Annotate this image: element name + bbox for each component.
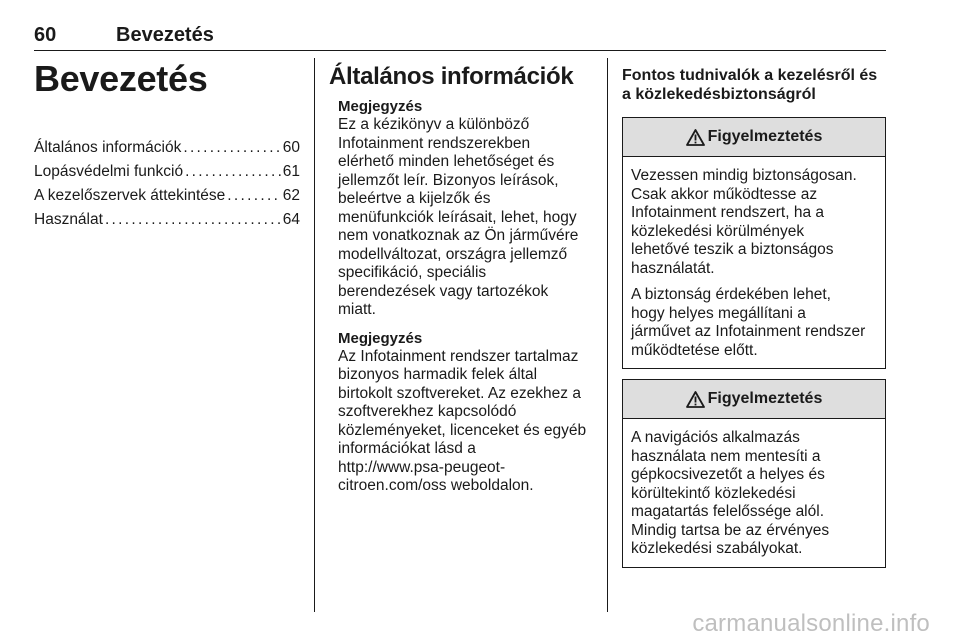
text-line: működtetése előtt.	[631, 341, 758, 359]
text-line: közleményeket, licenceket és egyéb	[338, 421, 587, 439]
text-line: nem vonatkoznak az Ön járművére	[338, 227, 579, 244]
column-divider-left	[314, 58, 315, 612]
toc-entry[interactable]	[34, 136, 300, 160]
text-line: Az Infotainment rendszer tartalmaz	[338, 347, 579, 365]
text-line: Ez a kézikönyv a különböző	[338, 116, 530, 133]
note-text	[338, 348, 593, 496]
text-line: specifikáció, speciális	[338, 264, 487, 281]
warning-heading: Figyelmeztetés	[707, 128, 823, 145]
warning-triangle-icon	[686, 391, 705, 408]
text-line: birtokolt szoftvereket. Az ezekhez a	[338, 384, 581, 402]
text-line: beleértve a kijelzők és	[338, 190, 491, 207]
running-title: Bevezetés	[116, 24, 214, 46]
safety-column	[622, 66, 886, 578]
safety-title	[622, 66, 886, 104]
general-info-column	[329, 58, 593, 506]
note-label: Megjegyzés	[338, 329, 423, 347]
warning-triangle-icon	[686, 129, 705, 146]
text-line: menüfunkciók leírásait, lehet, hogy	[338, 208, 577, 226]
toc-leader-dots	[105, 208, 281, 232]
text-line: használatát.	[631, 259, 715, 277]
text-line: modellváltozat, országra jellemző	[338, 245, 568, 263]
text-line: lehetővé teszik a biztonságos	[631, 241, 834, 258]
text-line: közlekedési szabályokat.	[631, 540, 803, 557]
toc-entry-page: 64	[282, 211, 300, 228]
toc-entry-label: A kezelőszervek áttekintése	[34, 187, 226, 204]
text-line: körültekintő közlekedési	[631, 484, 796, 502]
toc-leader-dots	[227, 184, 280, 208]
toc-entry-label: Általános információk	[34, 139, 182, 156]
warning-paragraph	[631, 167, 877, 278]
text-line: Infotainment rendszerekben	[338, 134, 531, 152]
warning-body	[623, 157, 885, 368]
text-line: A navigációs alkalmazás	[631, 429, 800, 446]
page-header	[34, 22, 886, 51]
toc-entry[interactable]	[34, 160, 300, 184]
toc-entry-label: Használat	[34, 211, 103, 228]
text-line: elérhető minden lehetőséget és	[338, 153, 555, 170]
page-number: 60	[34, 24, 57, 46]
warning-header	[623, 118, 885, 157]
safety-title-line: Fontos tudnivalók a kezelésről és	[622, 67, 878, 84]
text-line: Vezessen mindig biztonságosan.	[631, 167, 857, 184]
text-line: magatartás felelőssége alól.	[631, 503, 825, 520]
chapter-title: Bevezetés	[34, 58, 208, 99]
table-of-contents	[34, 136, 300, 232]
toc-entry[interactable]	[34, 184, 300, 208]
text-line: Mindig tartsa be az érvényes	[631, 521, 830, 539]
toc-entry[interactable]	[34, 208, 300, 232]
url-link-line[interactable]: http://www.psa-peugeot-	[338, 458, 506, 476]
column-divider-right	[607, 58, 608, 612]
warning-paragraph	[631, 286, 877, 360]
warning-header	[623, 380, 885, 419]
watermark: carmanualsonline.info	[692, 610, 930, 637]
note-text	[338, 116, 593, 320]
toc-entry-page: 60	[282, 139, 300, 156]
text-line: gépkocsivezetőt a helyes és	[631, 466, 825, 483]
toc-entry-page: 62	[282, 187, 300, 204]
text-line: bizonyos harmadik felek által	[338, 366, 538, 383]
warning-box	[622, 117, 886, 369]
section-title: Általános információk	[329, 63, 574, 90]
text-line: miatt.	[338, 301, 376, 318]
text-line: járművet az Infotainment rendszer	[631, 323, 866, 340]
url-link-line[interactable]: citroen.com/oss weboldalon.	[338, 477, 534, 494]
text-line: jellemzőt leír. Bizonyos leírások,	[338, 171, 559, 189]
safety-title-line: a közlekedésbiztonságról	[622, 86, 816, 103]
text-line: használata nem mentesíti a	[631, 447, 821, 465]
text-line: berendezések vagy tartozékok	[338, 282, 549, 300]
warning-box	[622, 379, 886, 568]
warning-body	[623, 419, 885, 567]
text-line: Csak akkor működtesse az	[631, 185, 818, 203]
text-line: szoftverekhez kapcsolódó	[338, 403, 517, 420]
warning-paragraph	[631, 429, 877, 559]
toc-leader-dots	[185, 160, 281, 184]
note-label: Megjegyzés	[338, 98, 423, 115]
text-line: információkat lásd a	[338, 440, 476, 457]
text-line: közlekedési körülmények	[631, 222, 805, 240]
toc-leader-dots	[183, 136, 280, 160]
text-line: A biztonság érdekében lehet,	[631, 286, 831, 303]
toc-entry-page: 61	[282, 163, 300, 180]
toc-entry-label: Lopásvédelmi funkció	[34, 163, 184, 180]
text-line: hogy helyes megállítani a	[631, 304, 806, 322]
chapter-column	[34, 58, 300, 232]
warning-heading: Figyelmeztetés	[707, 390, 823, 407]
note-block	[338, 98, 593, 320]
note-block	[338, 330, 593, 496]
text-line: Infotainment rendszert, ha a	[631, 204, 825, 221]
